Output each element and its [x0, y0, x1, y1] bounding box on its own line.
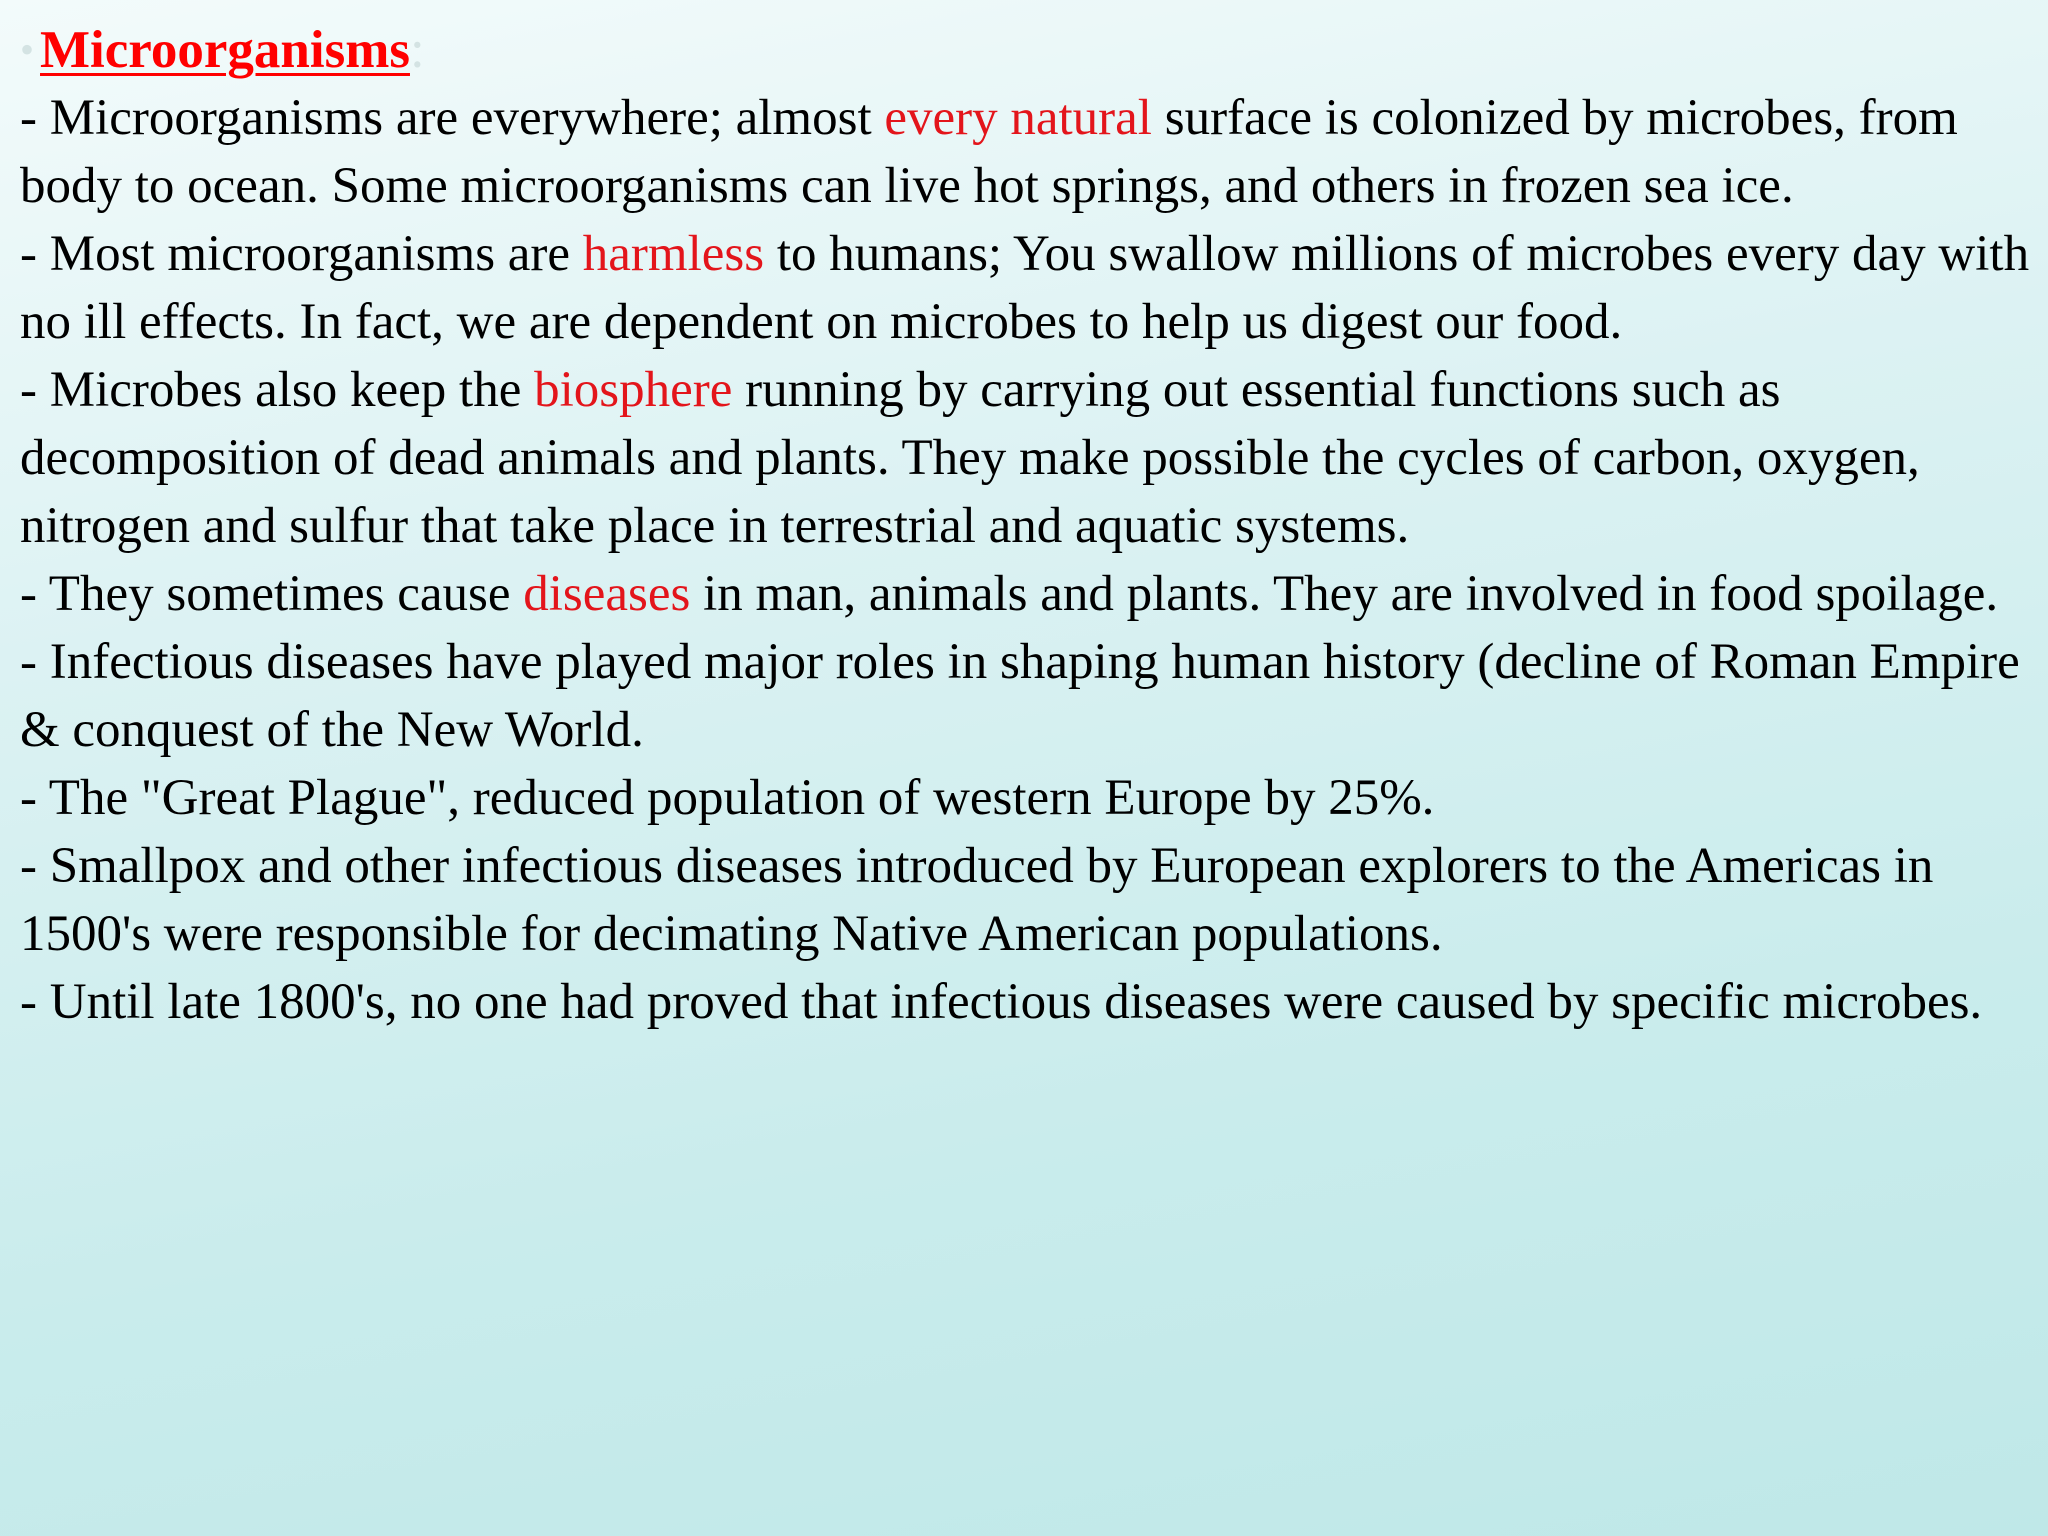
- paragraph-great-plague: - The "Great Plague", reduced population of western Europe by 25%.: [20, 770, 1435, 826]
- paragraph-text: - They sometimes cause: [20, 566, 524, 622]
- paragraph-biosphere: [20, 356, 2030, 560]
- paragraph-history: - Infectious diseases have played major roles in shaping human history (decline of Roman Empire & conquest of the New World.: [20, 634, 2020, 758]
- paragraph-text: surface is colonized by microbes, from body to ocean. Some microorganisms can live hot springs, and others in frozen sea ice.: [20, 90, 1958, 214]
- title-colon: :: [409, 21, 425, 79]
- paragraph-text: - Most microorganisms are: [20, 226, 583, 282]
- paragraph-until-1800s: - Until late 1800's, no one had proved that infectious diseases were caused by specific microbes.: [20, 974, 1983, 1030]
- slide-title: Microorganisms: [40, 21, 410, 79]
- paragraph-text: - Microbes also keep the: [20, 362, 535, 418]
- highlight-harmless: harmless: [582, 226, 765, 282]
- paragraph-text: to humans; You swallow millions of microbes every day with no ill effects. In fact, we are dependent on microbes to help us digest our food.: [20, 226, 2030, 350]
- bullet-dot-icon: •: [20, 27, 35, 72]
- paragraph-diseases: [20, 560, 2030, 628]
- paragraph-smallpox: - Smallpox and other infectious diseases introduced by European explorers to the Americas in 1500's were responsible for decimating Native American populations.: [20, 838, 1934, 962]
- paragraph-text: running by carrying out essential functions such as decomposition of dead animals and plants. They make possible the cycles of carbon, oxygen, nitrogen and sulfur that take place in terrestrial and aquatic systems.: [20, 362, 1920, 554]
- paragraph-text: - Microorganisms are everywhere; almost: [20, 90, 885, 146]
- paragraph-text: in man, animals and plants. They are involved in food spoilage.: [690, 566, 1999, 622]
- title-line: [20, 16, 2030, 84]
- slide-content: [20, 16, 2030, 1036]
- highlight-every-natural: every natural: [884, 90, 1152, 146]
- paragraph-everywhere: [20, 84, 2030, 220]
- paragraph-harmless: [20, 220, 2030, 356]
- highlight-diseases: diseases: [523, 566, 691, 622]
- highlight-biosphere: biosphere: [534, 362, 733, 418]
